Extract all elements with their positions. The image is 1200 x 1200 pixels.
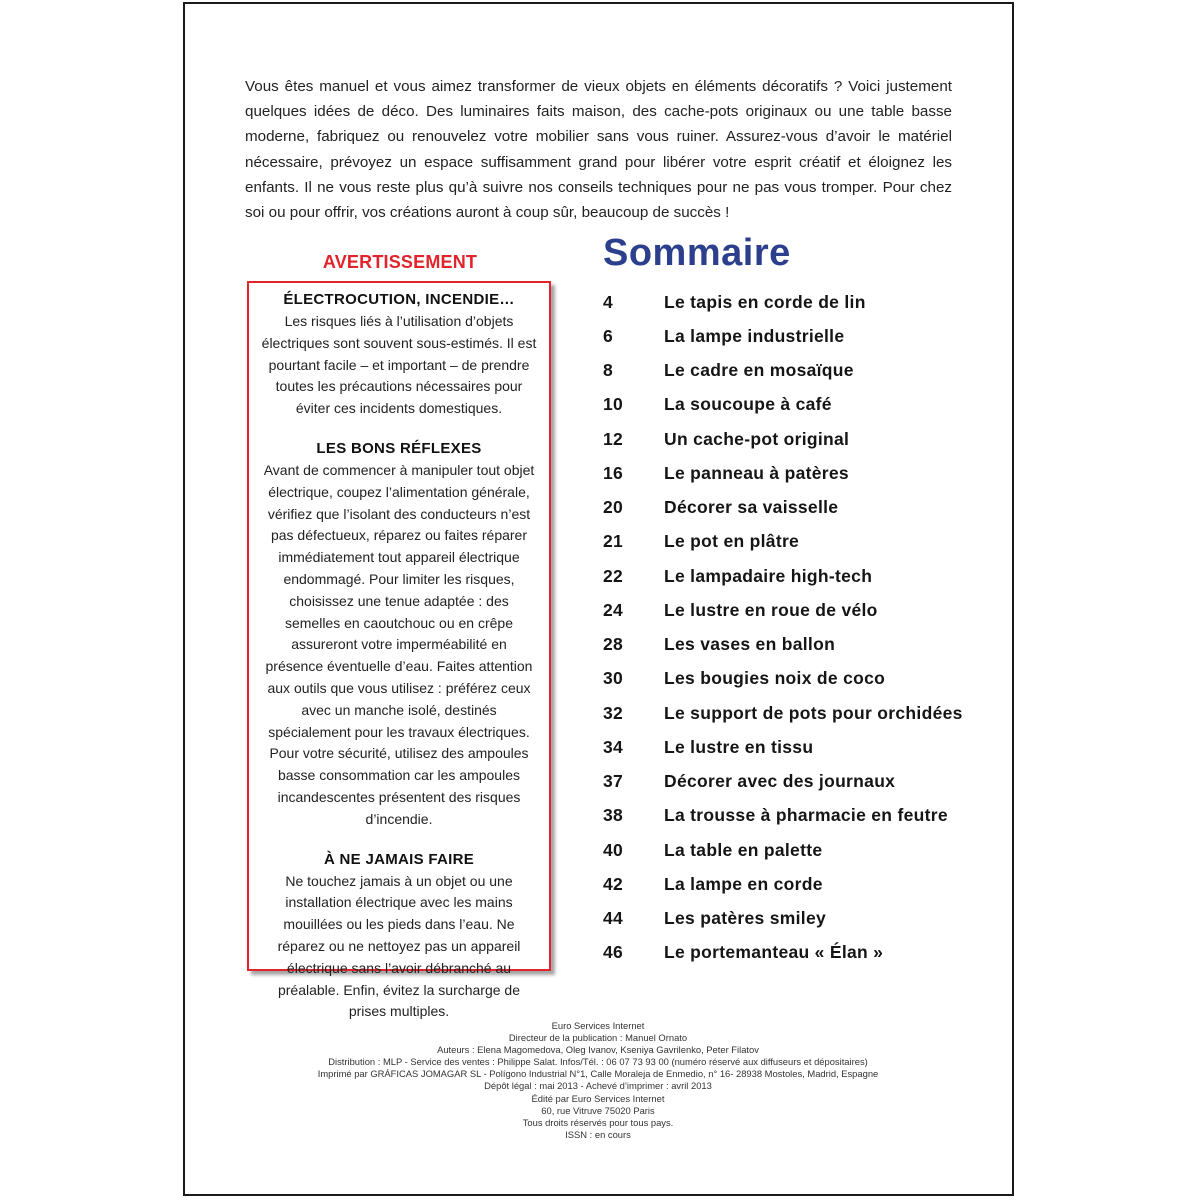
- toc-page-number: 46: [603, 942, 624, 963]
- toc-item: [603, 354, 993, 388]
- toc-item: [603, 902, 993, 936]
- toc-page-number: 28: [603, 634, 624, 655]
- toc-page-number: 42: [603, 873, 624, 894]
- toc-label: Le lustre en tissu: [664, 736, 814, 757]
- toc-label: La table en palette: [664, 839, 823, 860]
- toc-label: Le cadre en mosaïque: [664, 360, 854, 381]
- credit-line: Auteurs : Elena Magomedova, Oleg Ivanov, Kseniya Gavrilenko, Peter Filatov: [437, 1044, 759, 1056]
- toc-label: Le support de pots pour orchidées: [664, 702, 963, 723]
- credit-line: Dépôt légal : mai 2013 - Achevé d’imprimer : avril 2013: [484, 1080, 712, 1092]
- credit-line: Tous droits réservés pour tous pays.: [522, 1116, 674, 1128]
- sommaire-title: Sommaire: [603, 232, 791, 274]
- toc-item: [603, 799, 993, 833]
- credit-line: Directeur de la publication : Manuel Ornato: [508, 1032, 688, 1044]
- toc-label: La soucoupe à café: [664, 394, 832, 415]
- toc-label: La trousse à pharmacie en feutre: [664, 805, 948, 826]
- toc-page-number: 30: [603, 668, 624, 689]
- toc-label: Décorer sa vaisselle: [664, 497, 839, 518]
- toc-page-number: 4: [603, 291, 614, 312]
- toc-page-number: 40: [603, 839, 624, 860]
- toc-page-number: 12: [603, 428, 624, 449]
- table-of-contents: [603, 285, 993, 970]
- toc-item: [603, 833, 993, 867]
- credit-line: Édité par Euro Services Internet: [531, 1092, 665, 1104]
- toc-label: Les vases en ballon: [664, 634, 836, 655]
- toc-label: Le panneau à patères: [664, 462, 849, 483]
- warning-section-electrocution: [261, 289, 537, 420]
- toc-label: Décorer avec des journaux: [664, 771, 896, 792]
- toc-page-number: 34: [603, 736, 624, 757]
- toc-label: La lampe en corde: [664, 873, 823, 894]
- toc-item: [603, 628, 993, 662]
- toc-item: [603, 319, 993, 353]
- toc-label: Le portemanteau « Élan »: [664, 942, 884, 963]
- toc-label: Les patères smiley: [664, 908, 827, 929]
- toc-item: [603, 525, 993, 559]
- toc-item: [603, 559, 993, 593]
- toc-page-number: 22: [603, 565, 624, 586]
- toc-item: [603, 456, 993, 490]
- warning-text: Avant de commencer à manipuler tout objet électrique, coupez l’alimentation générale, vérifiez que l’isolant des conducteurs n’est pas défectueux, réparez ou faites réparer immédiatement tout appareil électrique endommagé. Pour limiter les risques, choisissez une tenue adaptée : des semelles en caoutchouc ou en crêpe assureront votre imperméabilité en présence éventuelle d’eau. Faites attention aux outils que vous utilisez : préférez ceux avec un manche isolé, destinés spécialement pour les travaux électriques. Pour votre sécurité, utilisez des ampoules basse consommation car les ampoules incandescentes présentent des risques d’incendie.: [263, 461, 535, 827]
- toc-page-number: 8: [603, 360, 614, 381]
- warning-section-reflexes: [261, 438, 537, 831]
- toc-item: [603, 285, 993, 319]
- toc-item: [603, 696, 993, 730]
- warning-box: [247, 281, 551, 1020]
- intro-paragraph: Vous êtes manuel et vous aimez transformer de vieux objets en éléments décoratifs ? Voici justement quelques idées de déco. Des luminaires faits maison, des cache-pots originaux ou une table basse moderne, fabriquez ou renouvelez votre mobilier sans vous ruiner. Assurez-vous d’avoir le matériel nécessaire, prévoyez un espace suffisamment grand pour libérer votre esprit créatif et éloignez les enfants. Il ne vous reste plus qu’à suivre nos conseils techniques pour ne pas vous tromper. Pour chez soi ou pour offrir, vos créations auront à coup sûr, beaucoup de succès !: [245, 78, 952, 222]
- toc-label: La lampe industrielle: [664, 325, 845, 346]
- toc-item: [603, 662, 993, 696]
- toc-item: [603, 388, 993, 422]
- toc-item: [603, 867, 993, 901]
- toc-item: [603, 422, 993, 456]
- warning-heading: LES BONS RÉFLEXES: [316, 439, 482, 457]
- toc-page-number: 21: [603, 531, 624, 552]
- toc-page-number: 24: [603, 599, 624, 620]
- credit-line: 60, rue Vitruve 75020 Paris: [541, 1104, 655, 1116]
- toc-label: Le lustre en roue de vélo: [664, 599, 878, 620]
- warning-text: Les risques liés à l’utilisation d’objets électriques sont souvent sous-estimés. Il est pourtant facile – et important – de prendre toutes les précautions nécessaires pour éviter ces incidents domestiques.: [261, 313, 537, 417]
- toc-item: [603, 593, 993, 627]
- credit-line: Distribution : MLP - Service des ventes : Philippe Salat. Infos/Tél. : 06 07 73 93 00 (numéro réservé aux diffuseurs et dépositaires): [328, 1056, 868, 1068]
- toc-page-number: 16: [603, 462, 624, 483]
- toc-label: Le lampadaire high-tech: [664, 565, 873, 586]
- credit-line: ISSN : en cours: [565, 1128, 631, 1140]
- toc-label: Les bougies noix de coco: [664, 668, 886, 689]
- toc-label: Le pot en plâtre: [664, 531, 800, 552]
- toc-label: Un cache-pot original: [664, 428, 850, 449]
- toc-page-number: 6: [603, 325, 614, 346]
- credit-line: Imprimé par GRÁFICAS JOMAGAR SL - Polígono Industrial N°1, Calle Moraleja de Enmedio, n° 16- 28938 Mostoles, Madrid, Espagne: [317, 1068, 879, 1080]
- warning-heading: ÉLECTROCUTION, INCENDIE…: [283, 291, 515, 308]
- toc-item: [603, 491, 993, 525]
- toc-item: [603, 765, 993, 799]
- toc-page-number: 38: [603, 805, 624, 826]
- toc-page-number: 20: [603, 497, 624, 518]
- toc-page-number: 37: [603, 771, 624, 792]
- toc-page-number: 32: [603, 702, 624, 723]
- toc-item: [603, 730, 993, 764]
- toc-label: Le tapis en corde de lin: [664, 291, 866, 312]
- credit-line: Euro Services Internet: [551, 1020, 645, 1031]
- warning-heading: À NE JAMAIS FAIRE: [323, 850, 475, 868]
- warning-text: Ne touchez jamais à un objet ou une installation électrique avec les mains mouillées ou les pieds dans l’eau. Ne réparez ou ne nettoyez pas un appareil électrique sans l’avoir débranché au préalable. Enfin, évitez la surcharge de prises multiples.: [277, 872, 521, 1020]
- toc-page-number: 44: [603, 908, 624, 929]
- warning-section-never: [261, 849, 537, 1024]
- warning-title: AVERTISSEMENT: [322, 252, 478, 272]
- publication-credits: [300, 1020, 896, 1141]
- toc-item: [603, 936, 993, 970]
- toc-page-number: 10: [603, 394, 624, 415]
